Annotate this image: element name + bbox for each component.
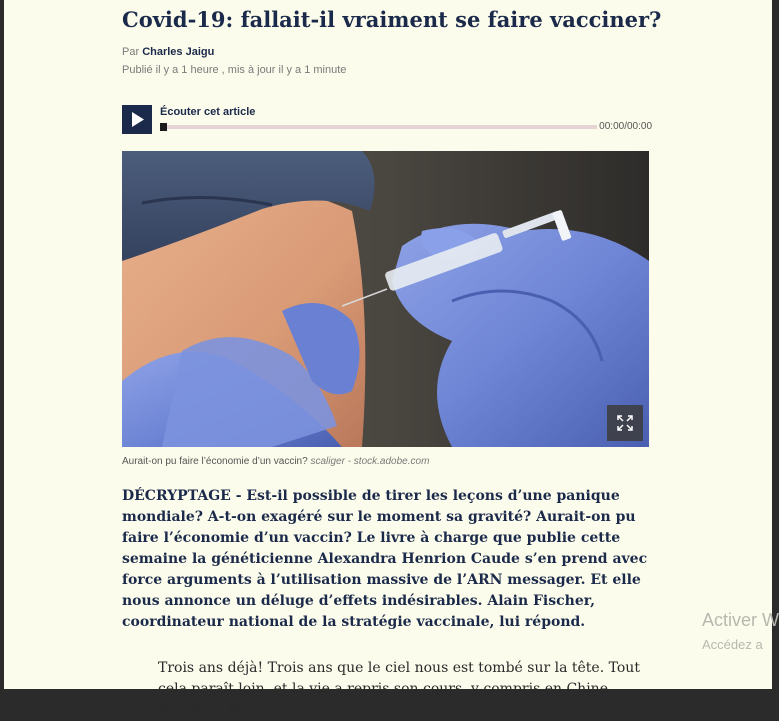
- vaccination-photo: [122, 151, 649, 447]
- windows-activation-title: Activer W: [702, 610, 779, 630]
- photo-credit: scaliger - stock.adobe.com: [310, 456, 430, 467]
- author-link[interactable]: Charles Jaigu: [142, 46, 215, 58]
- expand-icon: [617, 415, 633, 431]
- byline: [122, 46, 214, 58]
- article-lead: DÉCRYPTAGE - Est-il possible de tirer les leçons d’une panique mondiale? A-t-on exagéré sur le moment sa gravité? Aurait-on pu faire l’économie d’un vaccin? Le livre à charge que publie cette semaine la généticienne Alexandra Henrion Caude s’en prend avec force arguments à l’utilisation massive de l’ARN messager. Et elle nous annonce un déluge d’effets indésirables. Alain Fischer, coordinateur national de la stratégie vaccinale, lui répond.: [122, 488, 648, 630]
- audio-player: [122, 104, 652, 136]
- player-label: Écouter cet article: [160, 106, 256, 118]
- play-button[interactable]: [122, 105, 152, 134]
- windows-activation-subtitle: Accédez a: [702, 637, 763, 652]
- publication-date: Publié il y a 1 heure , mis à jour il y a 1 minute: [122, 64, 347, 76]
- article-title: Covid-19: fallait-il vraiment se faire vacciner?: [122, 7, 662, 32]
- audio-progress-bar[interactable]: [160, 125, 597, 129]
- article-photo: [122, 151, 649, 447]
- byline-prefix: Par: [122, 46, 140, 58]
- fullscreen-button[interactable]: [607, 405, 643, 441]
- image-caption: [122, 456, 429, 467]
- caption-text: Aurait-on pu faire l’économie d’un vaccin?: [122, 456, 308, 467]
- play-icon: [131, 112, 145, 127]
- progress-handle[interactable]: [160, 123, 167, 131]
- browser-viewport: [4, 0, 779, 718]
- article-body: Trois ans déjà! Trois ans que le ciel nous est tombé sur la tête. Tout cela paraît loin, et la vie a repris son cours, y compris en Chine. Pourtant, le: [158, 660, 640, 718]
- audio-time: 00:00/00:00: [599, 121, 652, 132]
